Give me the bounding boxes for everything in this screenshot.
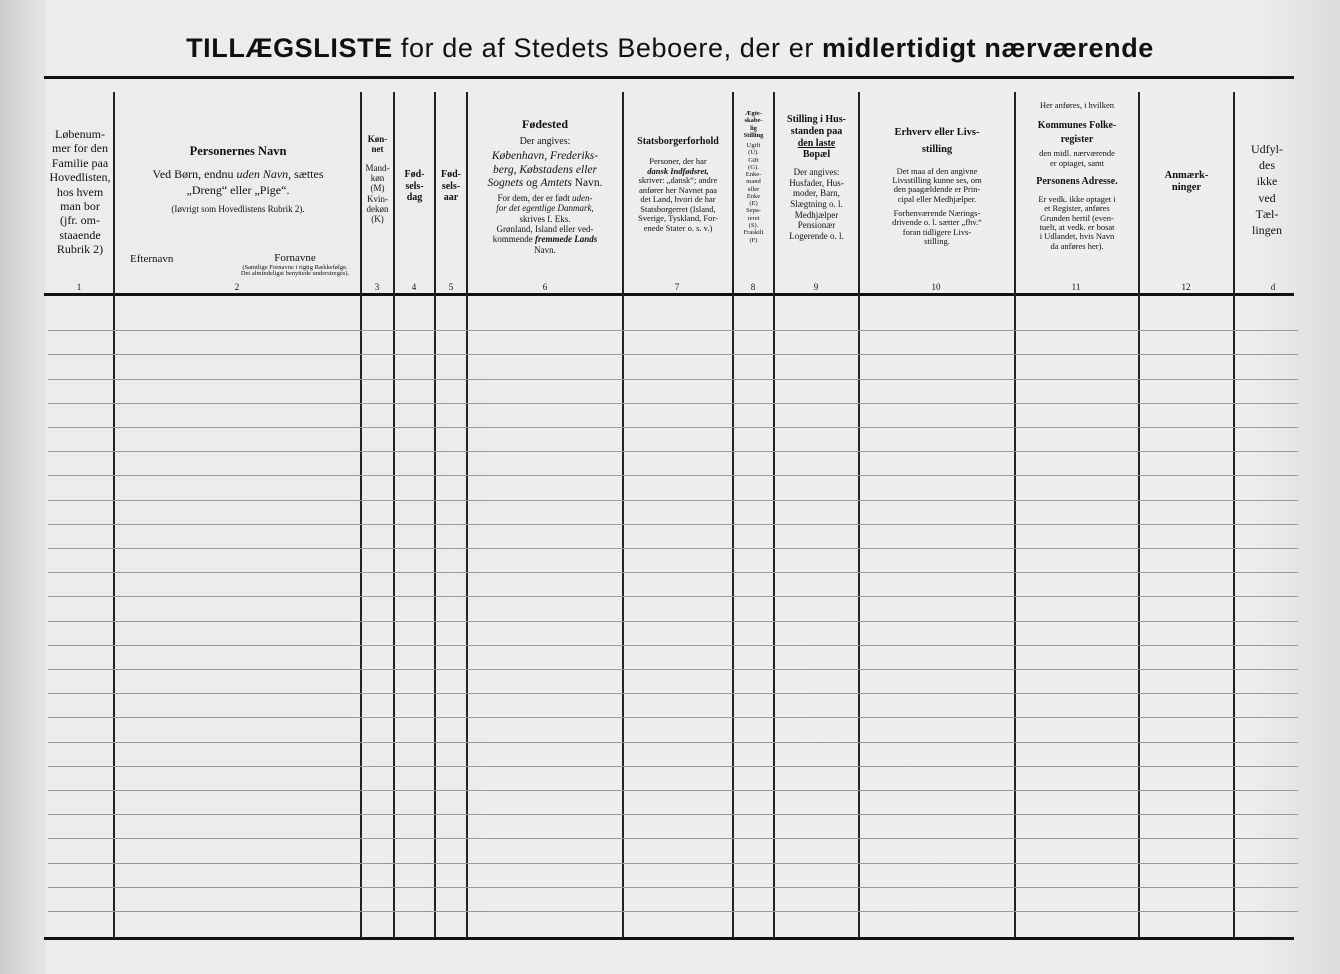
col-number: 8 [750, 282, 756, 292]
col-number: 7 [674, 282, 680, 292]
col7-line: anfører her Navnet paa [638, 184, 718, 195]
col3-line: køn [370, 173, 385, 184]
col9-line: Logerende o. l. [789, 230, 844, 241]
col2-text-italic: uden Navn, [236, 167, 292, 182]
col3-line: Kvin- [367, 193, 388, 204]
col8-heading: Stilling [743, 131, 764, 139]
col1-line: mer for den [52, 141, 108, 156]
col11-heading: Kommunes Folke- [1037, 120, 1117, 132]
col2-efternavn: Efternavn [130, 253, 174, 265]
col2-fornavne-label: Fornavne [274, 252, 316, 264]
col10-line: cipal eller Medhjælper. [897, 193, 977, 204]
col-number: 2 [234, 282, 240, 292]
col8-line: Ugift [746, 142, 761, 150]
col3-line: dekøn [366, 204, 389, 215]
page-edge-shadow [0, 0, 46, 974]
col9-heading: Stilling i Hus- [787, 114, 846, 125]
col6-line9: Navn. [534, 244, 556, 255]
col4-header [395, 169, 434, 204]
entry-row-line [48, 475, 1298, 476]
col3-heading: Køn- [367, 134, 388, 144]
col10-line: stilling. [924, 236, 950, 246]
col9-line: Slægtning o. l. [790, 199, 843, 210]
col8-heading: lig [750, 124, 757, 132]
col8-header [734, 110, 773, 244]
title-part-2: for de af Stedets Beboere, der er [392, 33, 823, 63]
col-number: 6 [542, 282, 548, 292]
col11-line: da anføres her). [1050, 240, 1104, 251]
col2-line1 [116, 167, 360, 183]
col3-line: (K) [371, 214, 384, 225]
col6-line8 [469, 234, 621, 244]
col8-line: (G). [748, 163, 759, 171]
col3-header [362, 134, 393, 225]
col5-line: Fød- [441, 169, 461, 180]
col7-italic: dansk Indfødsret, [647, 165, 709, 176]
column-divider [393, 92, 395, 938]
col6-line4 [469, 193, 621, 203]
col6-heading: Fødested [522, 117, 568, 131]
col5-header [436, 169, 466, 204]
entry-row-line [48, 863, 1298, 864]
col12-header [1140, 170, 1233, 194]
cold-line: lingen [1252, 222, 1282, 237]
col10-header [860, 125, 1014, 246]
col2-header [116, 143, 360, 216]
col10-line: foran tidligere Livs- [902, 226, 972, 237]
col11-top: Her anføres, i hvilken [1039, 100, 1115, 110]
column-divider [434, 92, 436, 938]
entry-row-line [48, 645, 1298, 646]
col8-line: (U). [748, 149, 759, 157]
cold-line: ikke [1256, 174, 1278, 189]
col9-line: Der angives: [793, 167, 840, 178]
col10-line: Forhenværende Nærings- [893, 207, 981, 218]
col8-line: mand [746, 178, 761, 186]
col6-line5: for det egentlige Danmark, [496, 203, 594, 214]
header-bottom-rule [44, 293, 1294, 296]
entry-row-line [48, 790, 1298, 791]
col6-text-italic: uden- [571, 192, 593, 203]
entry-row-line [48, 814, 1298, 815]
col11-header [1016, 101, 1138, 251]
col4-line: Fød- [404, 169, 425, 180]
col9-line: Pensionær [797, 220, 836, 231]
col1-line: Hovedlisten, [49, 170, 111, 185]
entry-row-line [48, 524, 1298, 525]
entry-row-line [48, 354, 1298, 355]
col2-text: sættes [291, 167, 324, 182]
col7-header [624, 136, 732, 233]
col-number: 11 [1071, 282, 1081, 292]
col-number: 1 [76, 282, 82, 292]
col10-line: Livsstilling kunne ses, om [892, 174, 982, 185]
col3-heading: net [371, 144, 384, 155]
col6-line7: Grønland, Island eller ved- [496, 223, 594, 234]
col8-line: reret [747, 214, 760, 222]
col6-line3 [469, 177, 621, 190]
col11-heading: register [1060, 134, 1094, 146]
col6-header [469, 118, 621, 255]
col8-line: (E) [749, 200, 758, 208]
col6-text: For dem, der er født [497, 192, 572, 203]
col5-line: aar [443, 192, 459, 203]
cold-line: Udfyl- [1251, 142, 1283, 156]
col8-line: Fraskilt [743, 229, 764, 237]
col6-line6: skrives f. Eks. [519, 213, 571, 224]
entry-row-line [48, 669, 1298, 670]
col11-line: i Udlandet, hvis Navn [1039, 231, 1115, 242]
col6-text: kommende [492, 234, 535, 245]
entry-row-line [48, 766, 1298, 767]
entry-row-line [48, 330, 1298, 331]
col-number: 5 [448, 282, 454, 292]
col-number: 9 [813, 282, 819, 292]
cold-line: ved [1258, 190, 1276, 205]
col7-line: enede Stater o. s. v.) [643, 222, 713, 233]
col11-line: er optaget, samt [1049, 157, 1105, 168]
form-title [0, 33, 1340, 64]
col-number: 4 [411, 282, 417, 292]
entry-row-line [48, 427, 1298, 428]
entry-row-line [48, 911, 1298, 912]
col-number: d [1270, 282, 1276, 292]
col10-line: drivende o. l. sætter „fhv.“ [892, 217, 982, 228]
col1-header [46, 127, 114, 257]
col6-italic: berg, Købstadens eller [492, 163, 598, 176]
col8-line: Gift [748, 156, 759, 164]
col1-line: man bor [60, 198, 100, 213]
col7-line: Statsborgerret (Island, [640, 203, 716, 214]
col2-line2: „Dreng“ eller „Pige“. [186, 182, 290, 197]
title-part-1: TILLÆGSLISTE [186, 33, 393, 63]
col8-line: eller [747, 185, 760, 193]
entry-row-line [48, 548, 1298, 549]
col2-heading: Personernes Navn [189, 144, 287, 158]
col9-line: Husfader, Hus- [789, 177, 844, 188]
col1-line: Familie paa [51, 155, 109, 170]
col9-header [775, 114, 858, 241]
col8-line: Enke- [745, 171, 762, 179]
col3-line: (M) [370, 183, 385, 194]
col11-line: tuelt, at vedk. er bosat [1039, 222, 1115, 233]
col10-line: Det maa af den angivne [896, 165, 978, 176]
col12-heading: ninger [1171, 182, 1202, 194]
col8-line: (S). [748, 221, 759, 229]
col6-text-italic: Amtets [540, 176, 572, 189]
col-number: 10 [931, 282, 941, 292]
entry-row-line [48, 742, 1298, 743]
col11-line: den midl. nærværende [1039, 148, 1115, 159]
col8-line: Enke [746, 192, 761, 200]
col7-heading: Statsborgerforhold [637, 136, 719, 147]
col6-text-italic: fremmede Lands [535, 234, 598, 245]
entry-row-line [48, 451, 1298, 452]
entry-row-line [48, 572, 1298, 573]
col12-heading: Anmærk- [1164, 170, 1209, 181]
col9-line: Medhjælper [794, 209, 839, 220]
col11-line: Er vedk. ikke optaget i [1038, 194, 1116, 205]
col9-heading: den laste [797, 137, 836, 149]
col2-note: (Iøvrigt som Hovedlistens Rubrik 2). [171, 204, 305, 215]
col4-line: dag [406, 192, 423, 203]
entry-row-line [48, 500, 1298, 501]
col2-fornavne-note: (Samtlige Fornavne i rigtig Rækkefølge. Det almindeligst benyttede understreges). [240, 263, 350, 278]
col6-text: Navn. [571, 176, 603, 189]
col8-line: (F) [749, 236, 758, 244]
col7-line: Sverige, Tyskland, For- [638, 213, 718, 224]
col11-line: Grunden hertil (even- [1040, 212, 1114, 223]
entry-row-line [48, 379, 1298, 380]
col9-line: moder, Barn, [793, 188, 840, 199]
col8-line: Sepa- [746, 207, 761, 215]
entry-row-line [48, 717, 1298, 718]
col1-line: (jfr. om- [60, 213, 100, 228]
col8-heading: skabe- [744, 117, 763, 125]
col10-heading: stilling [921, 143, 953, 155]
col2-fornavne [240, 252, 350, 278]
entry-row-line [48, 838, 1298, 839]
entry-row-line [48, 693, 1298, 694]
column-divider [466, 92, 468, 938]
top-rule [44, 76, 1294, 79]
title-part-3: midlertidigt nærværende [822, 33, 1154, 63]
col6-text-italic: Sognets [487, 176, 524, 189]
entry-row-line [48, 621, 1298, 622]
column-divider [1138, 92, 1140, 938]
col1-line: Rubrik 2) [56, 242, 104, 257]
col1-line: Løbenum- [55, 127, 105, 141]
entry-row-line [48, 596, 1298, 597]
col2-text: Ved Børn, endnu [152, 167, 237, 182]
col7-line: skriver: „dansk“; andre [638, 175, 718, 186]
col8-heading: Ægte- [745, 110, 762, 117]
cold-line: des [1259, 158, 1275, 173]
col3-line: Mand- [365, 162, 390, 173]
col5-line: sels- [441, 180, 461, 192]
entry-row-line [48, 403, 1298, 404]
col7-line: det Land, hvori de har [640, 194, 716, 205]
cold-line: Tæl- [1255, 206, 1279, 221]
col11-line: et Register, anføres [1044, 203, 1110, 214]
column-divider [1233, 92, 1235, 938]
col1-line: hos hvem [56, 184, 104, 199]
col9-heading: Bopæl [802, 149, 831, 161]
col6-sub: Der angives: [519, 135, 571, 147]
col11-heading2: Personens Adresse. [1036, 176, 1118, 188]
col7-line: Personer, der har [649, 156, 707, 167]
col-number: 12 [1181, 282, 1191, 292]
cold-header [1236, 141, 1298, 238]
col9-heading: standen paa [790, 125, 843, 137]
col6-italic: København, Frederiks- [491, 150, 599, 163]
entry-row-line [48, 887, 1298, 888]
col1-line: staaende [59, 227, 101, 242]
bottom-rule [44, 937, 1294, 940]
col10-heading: Erhverv eller Livs- [894, 127, 980, 138]
col-number: 3 [374, 282, 380, 292]
col4-line: sels- [405, 180, 424, 192]
col6-text: og [523, 176, 541, 189]
col10-line: den paagældende er Prin- [893, 184, 981, 195]
